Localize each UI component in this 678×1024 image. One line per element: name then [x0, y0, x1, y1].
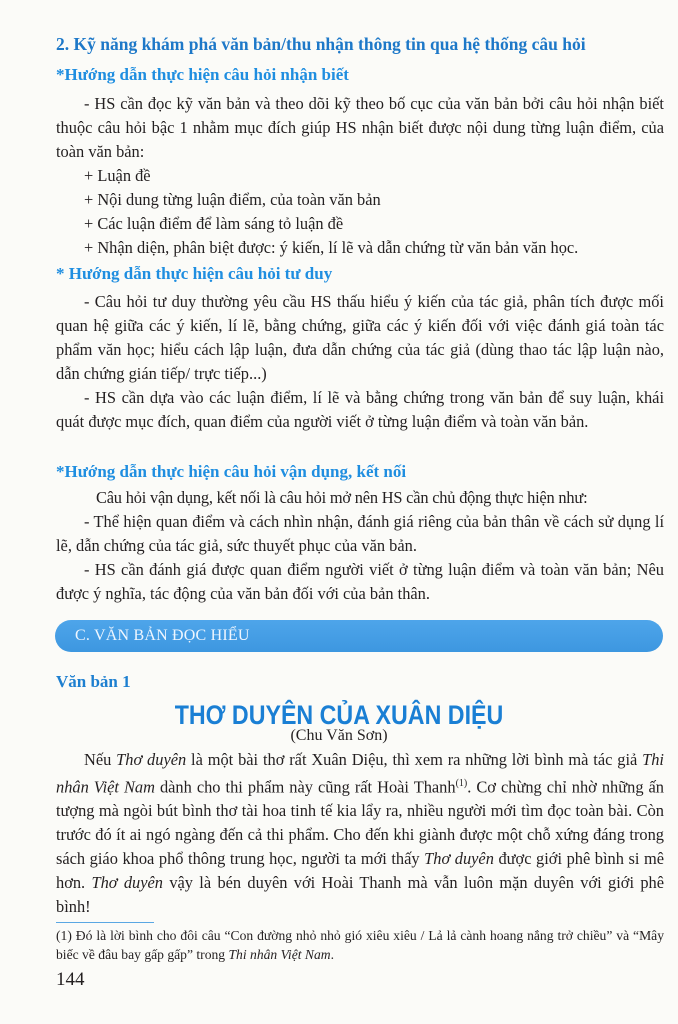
- body-italic: Thơ duyên: [116, 750, 187, 769]
- footnote-text: (1) Đó là lời bình cho đôi câu “Con đường nhỏ nhỏ gió xiêu xiêu / Lả lả cành hoang nắng trở chiều” và “Mây biếc về đâu bay gấp gấp” trong: [56, 928, 664, 962]
- footnote: [56, 926, 664, 964]
- footnote-italic: Thi nhân Việt Nam: [228, 947, 331, 962]
- application-intro: Câu hỏi vận dụng, kết nối là câu hỏi mở nên HS cần chủ động thực hiện như:: [96, 488, 588, 507]
- reading-author: (Chu Văn Sơn): [290, 727, 388, 744]
- body-text: . Cơ chừng chỉ nhờ những ấn tượng mà ngòi bút bình thơ tài hoa tinh tế kia lẩy ra, nhiều người mới tìm đọc toàn bài. Còn trước đó ít ai ngó ngàng đến cả thi phẩm. Cho đến khi giành được một chỗ xứng đáng trong sách giáo khoa phổ thông trung học, người ta mới thấy: [56, 777, 664, 869]
- reading-title: THƠ DUYÊN CỦA XUÂN DIỆU: [174, 700, 504, 730]
- application-para: - Thể hiện quan điểm và cách nhìn nhận, đánh giá riêng của bản thân về cách sử dụng lí lẽ, dẫn chứng của tác giả, sức thuyết phục của văn bản.: [56, 512, 664, 555]
- footnote-ref[interactable]: (1): [455, 778, 468, 789]
- body-text: là một bài thơ rất Xuân Diệu, thì xem ra những lời bình mà tác giả: [186, 750, 643, 769]
- body-italic: Thơ duyên: [91, 873, 163, 893]
- section-heading: 2. Kỹ năng khám phá văn bản/thu nhận thông tin qua hệ thống câu hỏi: [56, 34, 586, 54]
- body-italic: Thơ duyên: [424, 849, 494, 869]
- thinking-heading: * Hướng dẫn thực hiện câu hỏi tư duy: [56, 264, 333, 283]
- bullet-item: + Nhận diện, phân biệt được: ý kiến, lí lẽ và dẫn chứng từ văn bản văn học.: [84, 238, 579, 257]
- reading-body: [56, 748, 664, 919]
- thinking-para: - Câu hỏi tư duy thường yêu cầu HS thấu hiểu ý kiến của tác giả, phân tích được mối quan hệ giữa các ý kiến, lí lẽ, bằng chứng, giữa các ý kiến đối với việc đánh giá toàn tác phẩm văn học; hiểu cách lập luận, đưa dẫn chứng của tác giả (dùng thao tác lập luận nào, dẫn chứng gián tiếp/ trực tiếp...): [56, 292, 664, 383]
- application-content: [56, 486, 664, 606]
- body-text: vậy là bén duyên với Hoài Thanh mà vẫn luôn mặn duyên với giới phê bình!: [56, 873, 664, 917]
- body-text: dành cho thi phẩm này cũng rất Hoài Thanh: [154, 777, 456, 797]
- recognition-para: - HS cần đọc kỹ văn bản và theo dõi kỹ theo bố cục của văn bản bởi câu hỏi nhận biết thuộc câu hỏi bậc 1 nhằm mục đích giúp HS nhận biết được nội dung từng luận điểm, của toàn văn bản:: [56, 94, 664, 161]
- footnote-divider: [56, 922, 154, 923]
- footnote-end: .: [330, 947, 334, 962]
- recognition-heading: *Hướng dẫn thực hiện câu hỏi nhận biết: [56, 65, 349, 84]
- application-heading: *Hướng dẫn thực hiện câu hỏi vận dụng, kết nối: [56, 462, 407, 481]
- body-italic: Thi nhân Việt Nam: [56, 750, 664, 797]
- bullet-item: + Các luận điểm để làm sáng tỏ luận đề: [84, 214, 344, 233]
- body-text: được giới phê bình si mê hơn.: [56, 849, 665, 893]
- text-label: Văn bản 1: [56, 672, 131, 691]
- page-number: 144: [56, 969, 85, 990]
- body-text: Nếu: [84, 750, 117, 769]
- thinking-para: - HS cần dựa vào các luận điểm, lí lẽ và bằng chứng trong văn bản để suy luận, khái quát được mục đích, quan điểm của người viết ở từng luận điểm và toàn văn bản.: [56, 388, 664, 431]
- bullet-item: + Luận đề: [84, 166, 151, 185]
- section-banner: C. VĂN BẢN ĐỌC HIỂU: [55, 620, 663, 652]
- recognition-content: [56, 92, 664, 260]
- thinking-content: [56, 290, 664, 434]
- bullet-item: + Nội dung từng luận điểm, của toàn văn bản: [84, 190, 381, 209]
- application-para: - HS cần đánh giá được quan điểm người viết ở từng luận điểm và toàn văn bản; Nêu được ý nghĩa, tác động của văn bản đối với của bản thân.: [56, 560, 664, 603]
